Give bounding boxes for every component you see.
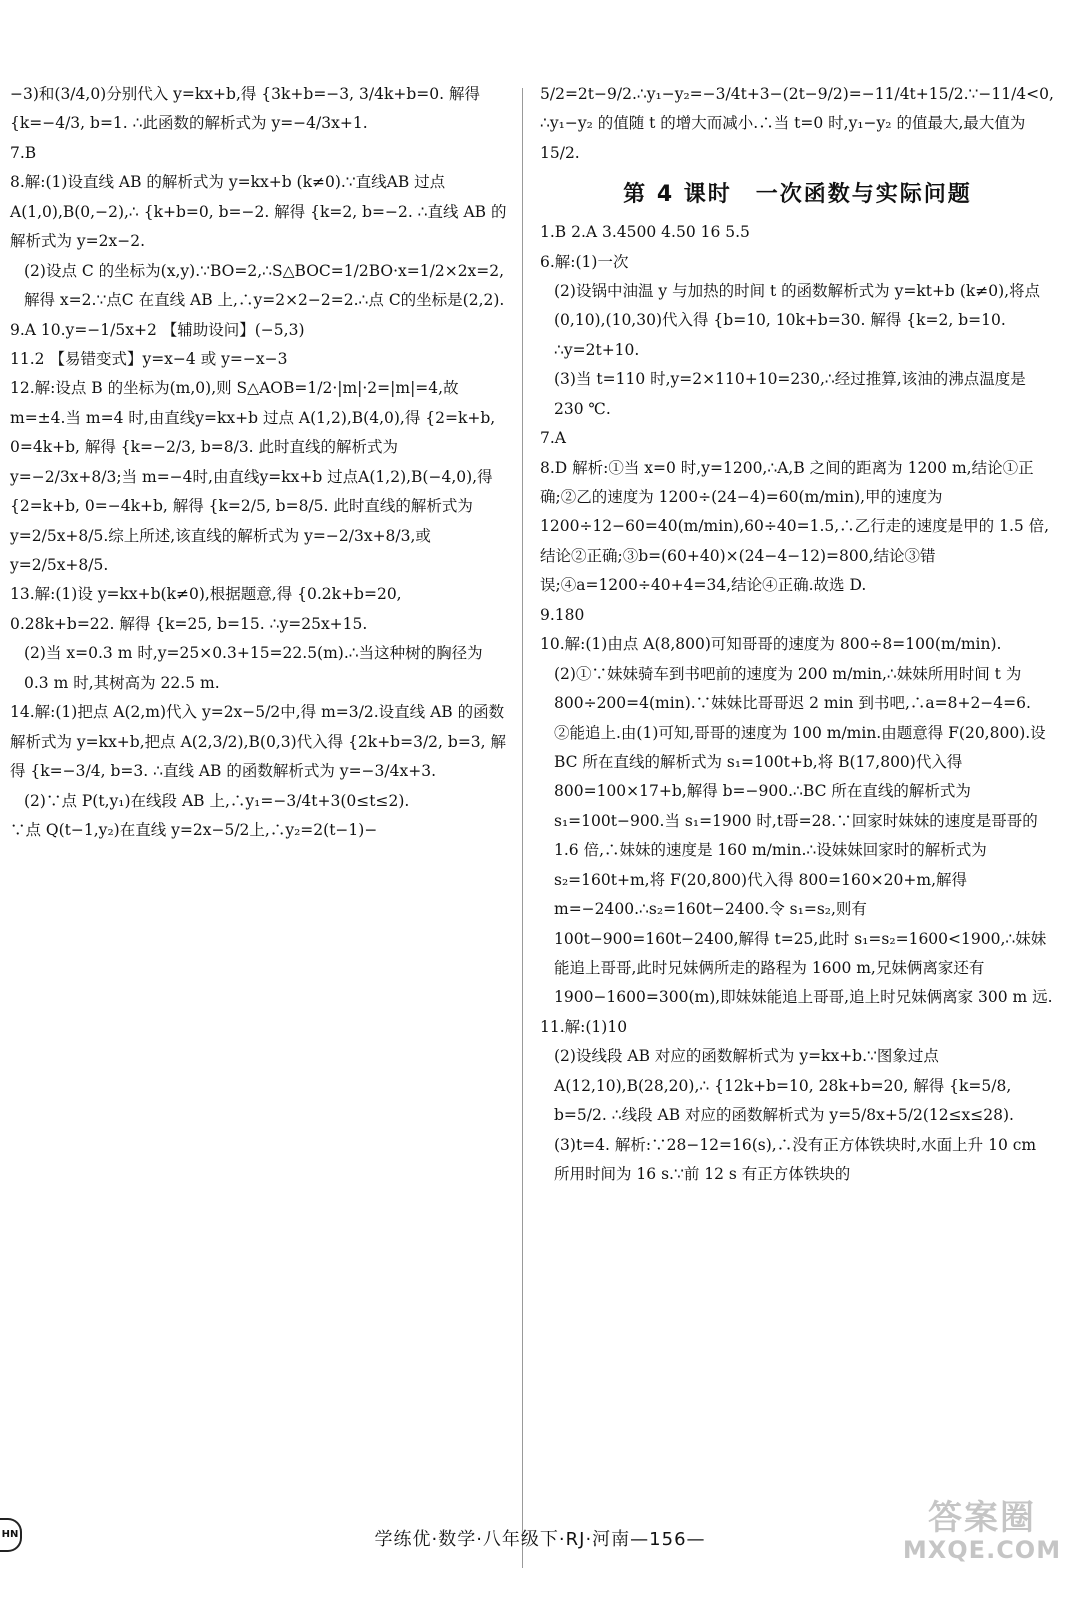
paragraph: 7.B: [10, 143, 37, 162]
paragraph: 5/2=2t−9/2.∴y₁−y₂=−3/4t+3−(2t−9/2)=−11/4t+15/2.∵−11/4<0,∴y₁−y₂ 的值随 t 的增大而减小.∴当 t=0 时,y₁−y₂ 的值最大,最大值为15/2.: [540, 85, 1054, 162]
paragraph: (2)①∵妹妹骑车到书吧前的速度为 200 m/min,∴妹妹所用时间 t 为 800÷200=4(min).∵妹妹比哥哥迟 2 min 到书吧,∴a=8+2−4=6.: [554, 664, 1031, 713]
paragraph: 14.解:(1)把点 A(2,m)代入 y=2x−5/2中,得 m=3/2.设直线 AB 的函数解析式为 y=kx+b,把点 A(2,3/2),B(0,3)代入得 {2k+b=3/2, b=3, 解得 {k=−3/4, b=3. ∴直线 AB 的函数解析式为 y=−3/4x+3.: [10, 703, 507, 781]
paragraph: (2)设点 C 的坐标为(x,y).∵BO=2,∴S△BOC=1/2BO·x=1/2×2x=2,解得 x=2.∵点C 在直线 AB 上,∴y=2×2−2=2.∴点 C的坐标是(2,2).: [24, 261, 505, 310]
paragraph: (2)设锅中油温 y 与加热的时间 t 的函数解析式为 y=kt+b (k≠0),将点(0,10),(10,30)代入得 {b=10, 10k+b=30. 解得 {k=2, b=10. ∴y=2t+10.: [554, 281, 1041, 359]
paragraph: {k=−4/3, b=1. ∴此函数的解析式为 y=−4/3x+1.: [10, 114, 368, 133]
region-badge: HN: [0, 1518, 22, 1552]
paragraph: ②能追上.由(1)可知,哥哥的速度为 100 m/min.由题意得 F(20,800).设 BC 所在直线的解析式为 s₁=100t+b,将 B(17,800)代入得 800=100×17+b,解得 b=−900.∴BC 所在直线的解析式为 s₁=100t−900.当 s₁=1900 时,t哥=28.∵回家时妹妹的速度是哥哥的 1.6 倍,∴妹妹的速度是 160 m/min.∴设妹妹回家时的解析式为 s₂=160t+m,将 F(20,800)代入得 800=160×20+m,解得 m=−2400.∴s₂=160t−2400.令 s₁=s₂,则有 100t−900=160t−2400,解得 t=25,此时 s₁=s₂=1600<1900,∴妹妹能追上哥哥,此时兄妹俩所走的路程为 1600 m,兄妹俩离家还有 1900−1600=300(m),即妹妹能追上哥哥,追上时兄妹俩离家 300 m 远.: [554, 723, 1053, 1007]
paragraph: 11.解:(1)10: [540, 1017, 628, 1036]
watermark-url: MXQE.COM: [902, 1536, 1062, 1565]
paragraph: 7.A: [540, 429, 566, 448]
column-divider: [522, 88, 523, 1568]
paragraph: −3)和(3/4,0)分别代入 y=kx+b,得 {3k+b=−3, 3/4k+b=0. 解得: [10, 85, 480, 103]
paragraph: 13.解:(1)设 y=kx+b(k≠0),根据题意,得 {0.2k+b=20, 0.28k+b=22. 解得 {k=25, b=15. ∴y=25x+15.: [10, 585, 407, 633]
paragraph: (2)当 x=0.3 m 时,y=25×0.3+15=22.5(m).∴当这种树的胸径为 0.3 m 时,其树高为 22.5 m.: [24, 644, 488, 692]
paragraph: (2)∵点 P(t,y₁)在线段 AB 上,∴y₁=−3/4t+3(0≤t≤2).: [24, 791, 410, 810]
paragraph: ∵点 Q(t−1,y₂)在直线 y=2x−5/2上,∴y₂=2(t−1)−: [10, 820, 378, 839]
paragraph: 6.解:(1)一次: [540, 252, 629, 271]
paragraph: 10.解:(1)由点 A(8,800)可知哥哥的速度为 800÷8=100(m/min).: [540, 635, 1002, 654]
section-title: 第 4 课时 一次函数与实际问题: [623, 182, 972, 208]
paragraph: 9.180: [540, 605, 585, 624]
paragraph: 1.B 2.A 3.4500 4.50 16 5.5: [540, 223, 750, 242]
paragraph: (2)设线段 AB 对应的函数解析式为 y=kx+b.∵图象过点 A(12,10),B(28,20),∴ {12k+b=10, 28k+b=20, 解得 {k=5/8, b=5/2. ∴线段 AB 对应的函数解析式为 y=5/8x+5/2(12≤x≤28).: [554, 1047, 1017, 1125]
paragraph: 12.解:设点 B 的坐标为(m,0),则 S△AOB=1/2·|m|·2=|m|=4,故 m=±4.当 m=4 时,由直线y=kx+b 过点 A(1,2),B(4,0),得 {2=k+b, 0=4k+b, 解得 {k=−2/3, b=8/3. 此时直线的解析式为 y=−2/3x+8/3;当 m=−4时,由直线y=kx+b 过点A(1,2),B(−4,0),得 {2=k+b, 0=−4k+b, 解得 {k=2/5, b=8/5. 此时直线的解析式为y=2/5x+8/5.综上所述,该直线的解析式为 y=−2/3x+8/3,或 y=2/5x+8/5.: [10, 379, 501, 574]
paragraph: 8.D 解析:①当 x=0 时,y=1200,∴A,B 之间的距离为 1200 m,结论①正确;②乙的速度为 1200÷(24−4)=60(m/min),甲的速度为 1200÷12−60=40(m/min),60÷40=1.5,∴乙行走的速度是甲的 1.5 倍,结论②正确;③b=(60+40)×(24−4−12)=800,结论③错误;④a=1200÷40+4=34,结论④正确.故选 D.: [540, 458, 1050, 595]
paragraph: (3)当 t=110 时,y=2×110+10=230,∴经过推算,该油的沸点温度是 230 ℃.: [554, 370, 1031, 418]
page-footer: 学练优·数学·八年级下·RJ·河南—156—: [374, 1529, 706, 1550]
paragraph: (3)t=4. 解析:∵28−12=16(s),∴没有正方体铁块时,水面上升 10 cm 所用时间为 16 s.∵前 12 s 有正方体铁块的: [554, 1135, 1042, 1184]
watermark-logo-text: 答案圈: [928, 1498, 1036, 1538]
watermark-logo: [902, 1500, 1062, 1590]
left-column: [10, 80, 508, 1540]
paragraph: 8.解:(1)设直线 AB 的解析式为 y=kx+b (k≠0).∵直线AB 过点 A(1,0),B(0,−2),∴ {k+b=0, b=−2. 解得 {k=2, b=−2. ∴直线 AB 的解析式为 y=2x−2.: [10, 173, 507, 251]
right-column: [540, 80, 1055, 1540]
paragraph: 11.2 【易错变式】y=x−4 或 y=−x−3: [10, 349, 288, 368]
paragraph: 9.A 10.y=−1/5x+2 【辅助设问】(−5,3): [10, 320, 305, 339]
